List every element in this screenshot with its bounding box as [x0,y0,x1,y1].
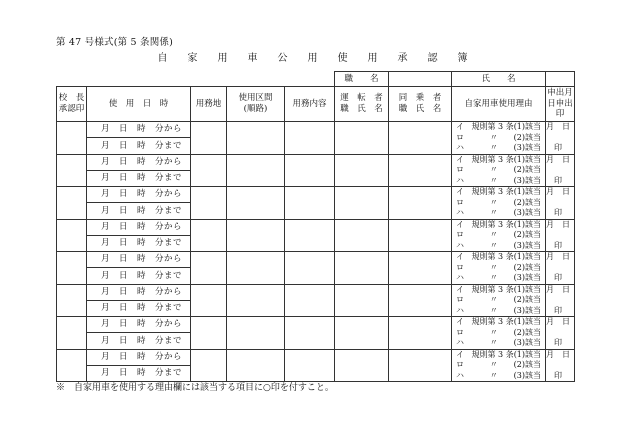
application-cell[interactable] [546,252,575,285]
footnote: ※ 自家用車を使用する理由欄には該当する項目に○印を付すこと。 [56,383,334,393]
destination-cell[interactable] [191,349,227,382]
reason-option[interactable] [452,143,545,154]
reason-option[interactable] [452,328,545,339]
driver-cell[interactable] [335,187,389,220]
reason-text: 規則第 3 条(1)該当 [471,317,542,326]
header-principal-seal [57,87,87,122]
passenger-cell[interactable] [389,284,452,317]
header-driver-text: 運 転 者 職 氏 名 [340,93,383,114]
reason-option[interactable] [452,263,545,274]
reason-option[interactable] [452,273,545,284]
reason-mark: イ [456,219,465,229]
route-cell[interactable] [227,349,285,382]
reason-option[interactable] [452,252,545,263]
application-spacer [546,165,574,176]
header-passenger-text: 同 乗 者 職 氏 名 [398,93,442,114]
passenger-cell[interactable] [389,154,452,187]
application-date: 月 日 [546,154,571,164]
reason-option[interactable] [452,350,545,361]
destination-cell[interactable] [191,284,227,317]
reason-text: 〃 (2)該当 [489,197,542,207]
header-application [546,87,575,122]
reason-mark: ロ [456,327,465,337]
reason-option[interactable] [452,317,545,328]
driver-cell[interactable] [335,349,389,382]
use-from-cell[interactable]: 月 日 時 分から [87,187,191,203]
use-to-cell[interactable]: 月 日 時 分まで [87,365,191,381]
entry-row [57,219,575,235]
entry-row [57,154,575,170]
principal-seal-cell[interactable] [57,317,87,350]
destination-cell[interactable] [191,317,227,350]
reason-cell[interactable] [452,219,546,252]
reason-cell[interactable] [452,284,546,317]
reason-text: 〃 (3)該当 [489,370,542,380]
principal-seal-cell[interactable] [57,154,87,187]
reason-text: 〃 (3)該当 [489,175,542,185]
reason-option[interactable] [452,295,545,306]
reason-option[interactable] [452,133,545,144]
application-seal: 印 [554,208,563,217]
route-cell[interactable] [227,284,285,317]
form-number: 第 47 号様式(第 5 条関係) [56,37,174,48]
application-date: 月 日 [546,317,571,326]
driver-cell[interactable] [335,252,389,285]
position-field[interactable] [389,72,452,87]
application-spacer [546,328,574,339]
reason-text: 〃 (2)該当 [489,327,542,337]
reason-text: 規則第 3 条(1)該当 [471,252,542,261]
header-passenger [389,87,452,122]
entry-row [57,317,575,333]
entry-row [57,187,575,203]
name-label: 氏 名 [452,72,546,87]
principal-seal-cell[interactable] [57,187,87,220]
reason-text: 〃 (3)該当 [489,305,542,315]
passenger-cell[interactable] [389,349,452,382]
position-label: 職 名 [335,72,389,87]
business-cell[interactable] [285,219,335,252]
reason-cell[interactable] [452,252,546,285]
reason-mark: ハ [456,273,465,282]
passenger-cell[interactable] [389,122,452,155]
route-cell[interactable] [227,122,285,155]
application-date: 月 日 [546,187,571,196]
header-route-text: 使用区間 (順路) [238,93,273,114]
reason-option[interactable] [452,122,545,133]
entry-row [57,284,575,300]
reason-option[interactable] [452,230,545,241]
reason-text: 規則第 3 条(1)該当 [471,284,542,294]
header-destination [191,87,227,122]
use-from-cell[interactable]: 月 日 時 分から [87,219,191,235]
use-from-cell[interactable]: 月 日 時 分から [87,252,191,268]
application-date: 月 日 [546,219,571,229]
reason-mark: ロ [456,295,465,304]
application-cell[interactable] [546,284,575,317]
entry-row [57,122,575,138]
reason-text: 〃 (3)該当 [489,208,542,217]
passenger-cell[interactable] [389,317,452,350]
application-date: 月 日 [546,122,571,131]
header-use-datetime [87,87,191,122]
reason-mark: ロ [456,360,465,369]
reason-mark: ハ [456,240,465,250]
driver-cell[interactable] [335,122,389,155]
header-reason [452,87,546,122]
application-seal: 印 [554,175,563,185]
header-driver [335,87,389,122]
application-seal: 印 [554,143,563,152]
reason-text: 〃 (3)該当 [489,273,542,282]
destination-cell[interactable] [191,252,227,285]
application-date: 月 日 [546,252,571,261]
name-field[interactable] [546,72,575,87]
reason-mark: ロ [456,132,465,142]
driver-cell[interactable] [335,284,389,317]
reason-text: 規則第 3 条(1)該当 [471,122,542,131]
reason-mark: ハ [456,208,465,217]
blank-corner [57,72,335,87]
route-cell[interactable] [227,154,285,187]
reason-cell[interactable] [452,154,546,187]
reason-mark: イ [456,187,465,196]
header-principal-seal-text: 校 長 承認印 [58,93,85,114]
route-cell[interactable] [227,252,285,285]
approval-ledger-table [56,71,575,382]
reason-option[interactable] [452,155,545,166]
reason-mark: ロ [456,197,465,207]
driver-cell[interactable] [335,219,389,252]
business-cell[interactable] [285,349,335,382]
reason-text: 〃 (3)該当 [489,240,542,250]
business-cell[interactable] [285,317,335,350]
passenger-cell[interactable] [389,219,452,252]
use-from-cell[interactable]: 月 日 時 分から [87,349,191,365]
reason-mark: ハ [456,175,465,185]
reason-mark: イ [456,284,465,294]
header-destination-text: 用務地 [195,98,222,109]
passenger-cell[interactable] [389,252,452,285]
reason-option[interactable] [452,371,545,382]
use-from-cell[interactable]: 月 日 時 分から [87,284,191,300]
application-cell[interactable] [546,122,575,155]
reason-mark: ロ [456,165,465,174]
reason-text: 〃 (3)該当 [489,143,542,152]
driver-cell[interactable] [335,317,389,350]
application-cell[interactable] [546,219,575,252]
reason-text: 規則第 3 条(1)該当 [471,219,542,229]
application-seal: 印 [554,370,563,380]
route-cell[interactable] [227,317,285,350]
application-spacer [546,360,574,371]
reason-cell[interactable] [452,349,546,382]
reason-option[interactable] [452,241,545,252]
principal-seal-cell[interactable] [57,219,87,252]
reason-mark: イ [456,349,465,359]
reason-text: 〃 (2)該当 [489,230,542,239]
principal-seal-cell[interactable] [57,252,87,285]
application-spacer [546,230,574,241]
reason-option[interactable] [452,176,545,187]
reason-option[interactable] [452,187,545,198]
principal-seal-cell[interactable] [57,122,87,155]
route-cell[interactable] [227,219,285,252]
business-cell[interactable] [285,154,335,187]
reason-text: 〃 (2)該当 [489,262,542,272]
use-to-cell[interactable]: 月 日 時 分まで [87,333,191,349]
use-to-cell[interactable]: 月 日 時 分まで [87,268,191,284]
application-spacer [546,133,574,144]
reason-text: 〃 (3)該当 [489,338,542,347]
header-reason-text: 自家用車使用理由 [464,98,533,109]
header-business-text: 用務内容 [292,98,327,109]
application-cell[interactable] [546,349,575,382]
reason-mark: ロ [456,230,465,239]
application-cell[interactable] [546,187,575,220]
reason-mark: ハ [456,143,465,152]
driver-cell[interactable] [335,154,389,187]
route-cell[interactable] [227,187,285,220]
header-business [285,87,335,122]
reason-cell[interactable] [452,122,546,155]
application-cell[interactable] [546,154,575,187]
reason-text: 〃 (2)該当 [489,360,542,369]
reason-cell[interactable] [452,317,546,350]
application-spacer [546,263,574,274]
reason-mark: イ [456,154,465,164]
form-title: 自 家 用 車 公 用 使 用 承 認 簿 [157,53,473,64]
use-to-cell[interactable]: 月 日 時 分まで [87,235,191,251]
reason-option[interactable] [452,360,545,371]
use-to-cell[interactable]: 月 日 時 分まで [87,300,191,316]
reason-text: 〃 (2)該当 [489,295,542,304]
application-spacer [546,295,574,306]
reason-mark: ハ [456,338,465,347]
reason-text: 規則第 3 条(1)該当 [471,349,542,359]
reason-mark: イ [456,122,465,131]
reason-text: 〃 (2)該当 [489,165,542,174]
application-date: 月 日 [546,284,571,294]
application-cell[interactable] [546,317,575,350]
destination-cell[interactable] [191,154,227,187]
reason-text: 規則第 3 条(1)該当 [471,154,542,164]
reason-option[interactable] [452,220,545,231]
reason-option[interactable] [452,306,545,317]
reason-option[interactable] [452,198,545,209]
application-seal: 印 [554,305,563,315]
business-cell[interactable] [285,122,335,155]
application-seal: 印 [554,338,563,347]
reason-option[interactable] [452,165,545,176]
destination-cell[interactable] [191,187,227,220]
use-from-cell[interactable]: 月 日 時 分から [87,154,191,170]
passenger-cell[interactable] [389,187,452,220]
reason-text: 〃 (2)該当 [489,132,542,142]
destination-cell[interactable] [191,122,227,155]
reason-text: 規則第 3 条(1)該当 [471,187,542,196]
application-spacer [546,198,574,209]
entry-row [57,349,575,365]
use-from-cell[interactable]: 月 日 時 分から [87,317,191,333]
reason-mark: ハ [456,370,465,380]
reason-option[interactable] [452,285,545,296]
application-date: 月 日 [546,349,571,359]
business-cell[interactable] [285,252,335,285]
use-to-cell[interactable]: 月 日 時 分まで [87,203,191,219]
reason-mark: ロ [456,262,465,272]
business-cell[interactable] [285,284,335,317]
principal-seal-cell[interactable] [57,284,87,317]
use-to-cell[interactable]: 月 日 時 分まで [87,138,191,154]
business-cell[interactable] [285,187,335,220]
header-use-datetime-text: 使 用 日 時 [108,98,169,109]
header-application-text: 申出月 日申出 印 [547,88,573,120]
reason-mark: イ [456,317,465,326]
entry-row [57,252,575,268]
application-seal: 印 [554,273,563,282]
use-from-cell[interactable]: 月 日 時 分から [87,122,191,138]
principal-seal-cell[interactable] [57,349,87,382]
reason-option[interactable] [452,208,545,219]
header-route [227,87,285,122]
reason-mark: ハ [456,305,465,315]
reason-option[interactable] [452,338,545,349]
use-to-cell[interactable]: 月 日 時 分まで [87,170,191,186]
reason-cell[interactable] [452,187,546,220]
application-seal: 印 [554,240,563,250]
reason-mark: イ [456,252,465,261]
destination-cell[interactable] [191,219,227,252]
